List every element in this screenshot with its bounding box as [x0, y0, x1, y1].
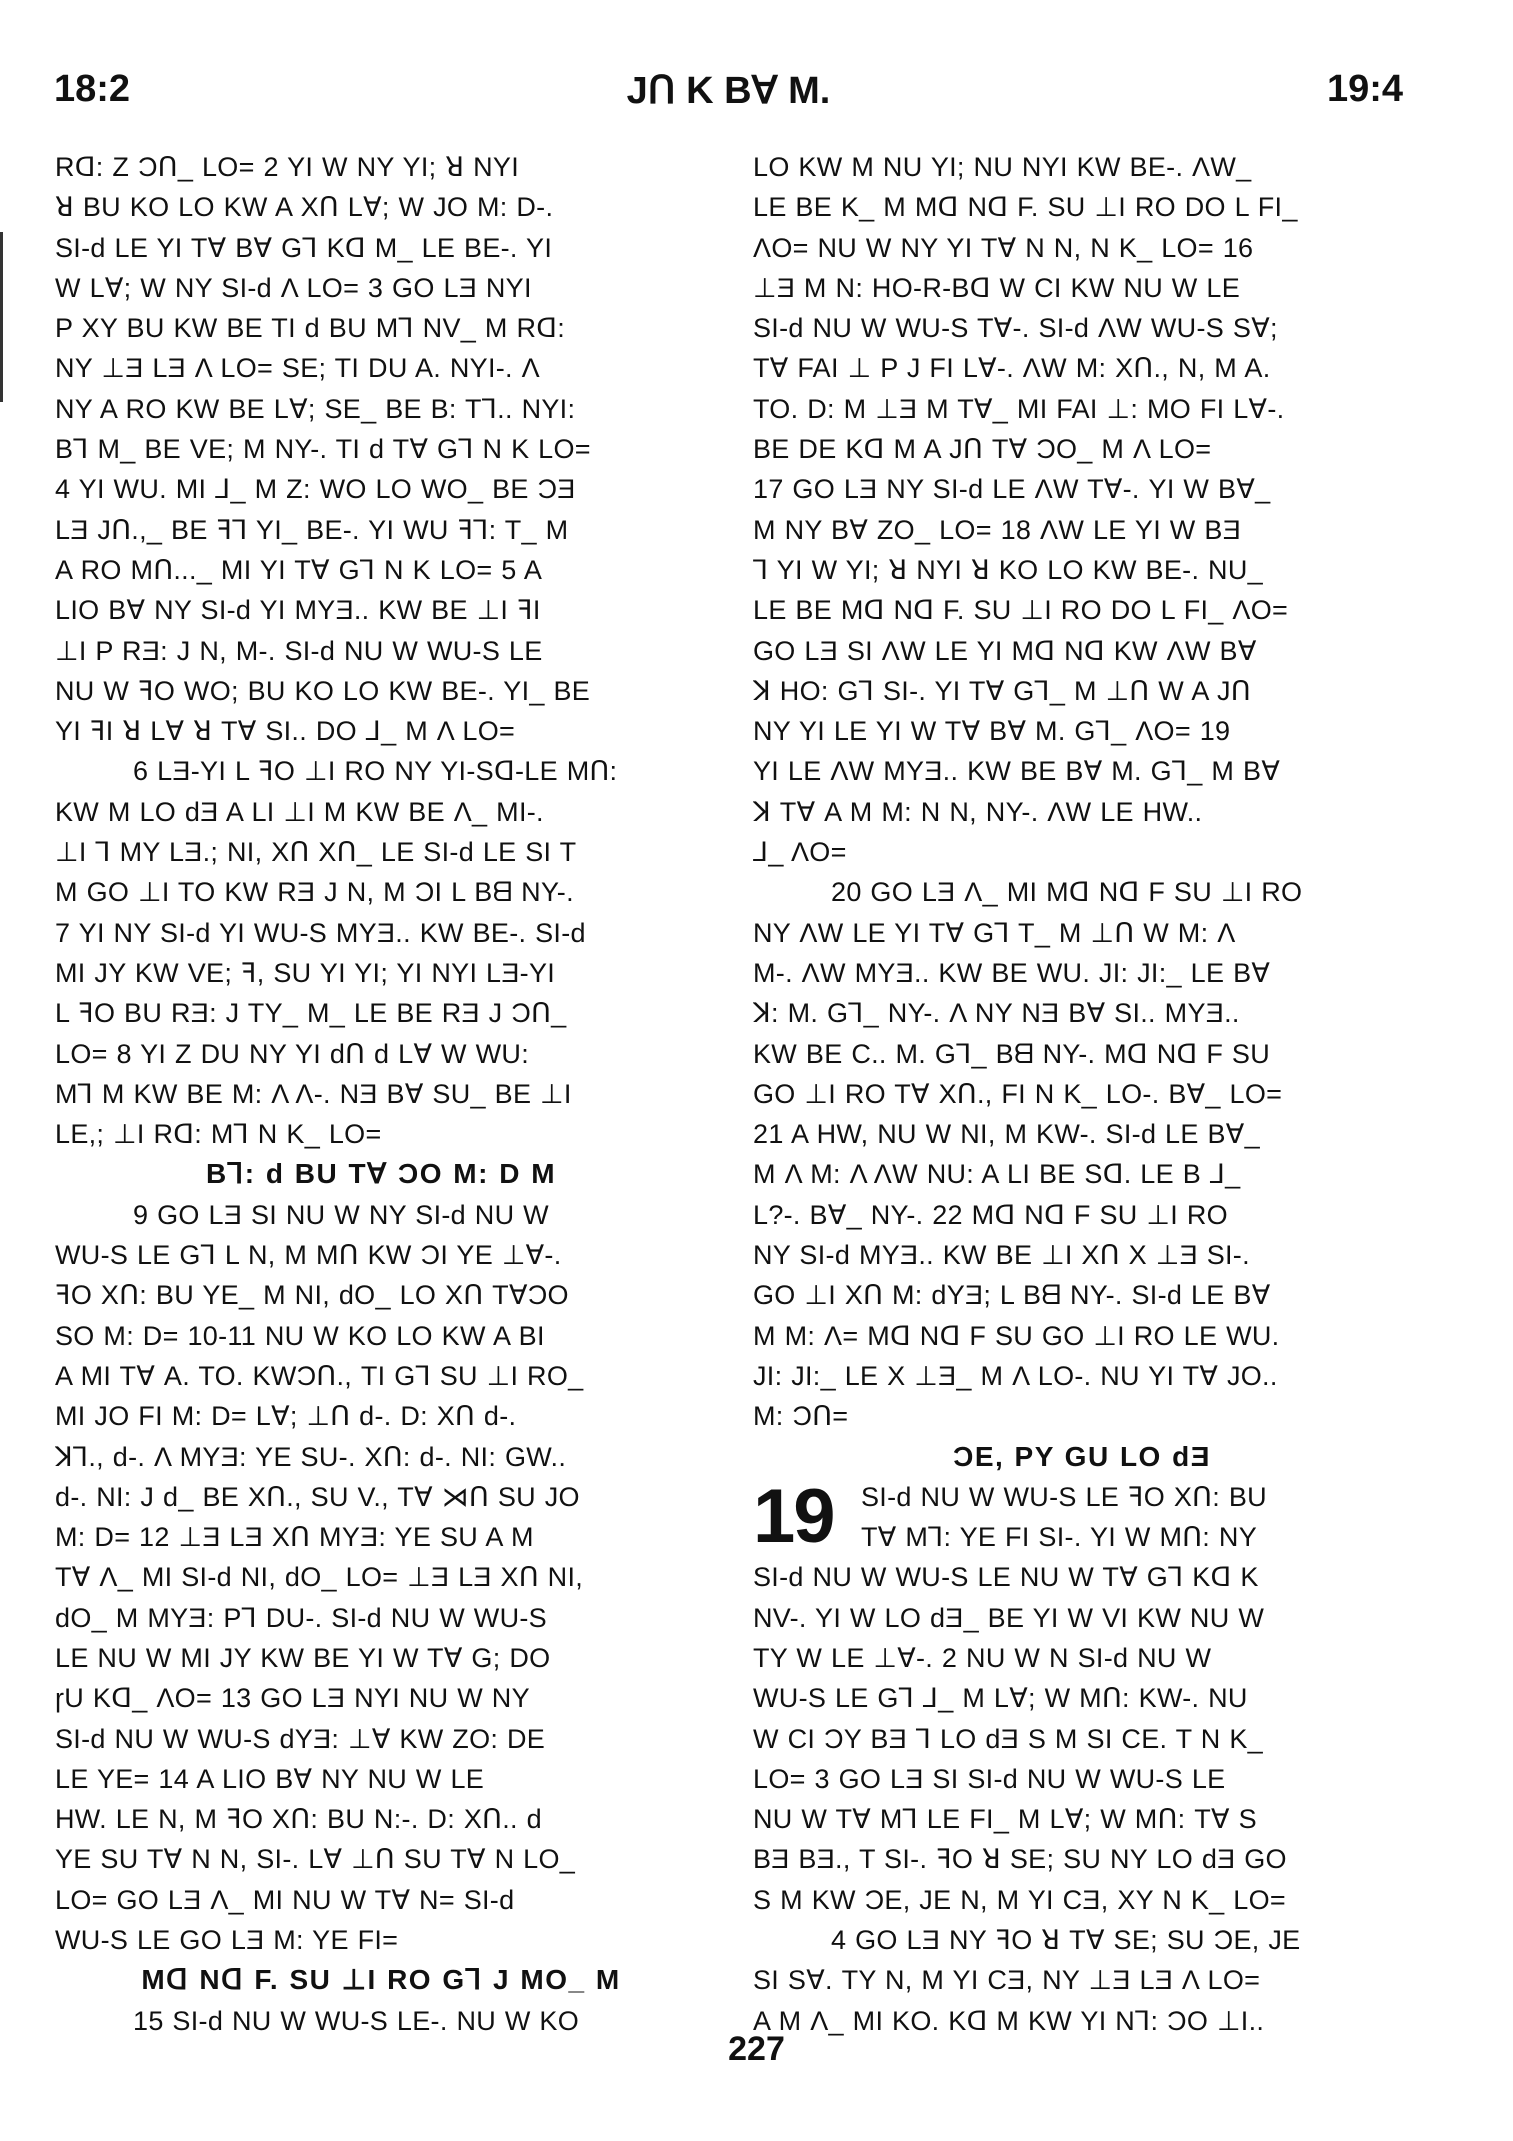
text-line: SO M: D= 10-11 NU W KO LO KW A BI: [55, 1320, 545, 1351]
text-line: S M KW ƆE, JE N, M YI CƎ, XY N K_ LO=: [753, 1884, 1286, 1915]
left-column: [55, 147, 707, 2041]
text-line: ⊥I ⅂ MY LƎ.; NI, XՈ XՈ_ LE SI-d LE SI T: [55, 837, 577, 868]
text-line: GO LƎ SI ΛW LE YI Mᗡ Nᗡ KW ΛW Bꓯ: [753, 635, 1257, 666]
text-line: LE BE K_ M Mᗡ Nᗡ F. SU ⊥I RO DO L FI_: [753, 192, 1298, 223]
text-line: GO ⊥I RO Tꓯ XՈ., FI N K_ LO-. Bꓯ_ LO=: [753, 1078, 1283, 1109]
text-line: SI-d NU W WU-S LE NU W Tꓯ G⅂ Kᗡ K: [753, 1562, 1259, 1593]
text-line: NV-. YI W LO dƎ_ BE YI W VI KW NU W: [753, 1602, 1265, 1633]
text-line: BE DE Kᗡ M A JՈ Tꓯ ƆO_ M Λ LO=: [753, 434, 1212, 465]
text-line: GO ⊥I XՈ M: dYƎ; L Bᗺ NY-. SI-d LE Bꓯ: [753, 1280, 1271, 1311]
text-line: ꟻO XՈ: BU YE_ M NI, dO_ LO XՈ TꓯƆO: [55, 1280, 569, 1311]
header-left-reference: 18:2: [54, 68, 131, 110]
text-line: LO KW M NU YI; NU NYI KW BE-. ΛW_: [753, 152, 1252, 182]
text-line: YE SU Tꓯ N N, SI-. Lꓯ ⊥Ո SU Tꓯ N LO_: [55, 1844, 576, 1875]
text-line: M NY Bꓯ ZO_ LO= 18 ΛW LE YI W BƎ: [753, 514, 1241, 545]
text-line: ƆE, PY GU LO dƎ: [953, 1440, 1211, 1472]
text-line: Rᗡ: Z ƆՈ_ LO= 2 YI W NY YI; ꓤ NYI: [55, 152, 520, 182]
text-line: SI-d LE YI Tꓯ Bꓯ G⅂ Kᗡ M_ LE BE-. YI: [55, 232, 553, 263]
text-line: YI ꟻI ꓤ Lꓯ ꓤ Tꓯ SI.. DO ⅃_ M Λ LO=: [55, 716, 516, 747]
text-line: LE,; ⊥I Rᗡ: M⅂ N K_ LO=: [55, 1119, 382, 1150]
text-line: YI LE ΛW MYƎ.. KW BE Bꓯ M. G⅂_ M Bꓯ: [753, 756, 1281, 787]
text-line: 21 A HW, NU W NI, M KW-. SI-d LE Bꓯ_: [753, 1119, 1260, 1150]
text-line: 9 GO LƎ SI NU W NY SI-d NU W: [133, 1199, 549, 1230]
text-line: 4 YI WU. MI ⅃_ M Z: WO LO WO_ BE ƆƎ: [55, 474, 576, 505]
text-line: 4 GO LƎ NY ꟻO ꓤ Tꓯ SE; SU ƆE, JE: [831, 1925, 1301, 1956]
right-column: [753, 147, 1411, 2041]
text-line: NY A RO KW BE Lꓯ; SE_ BE B: T⅂.. NYI:: [55, 393, 576, 424]
text-line: LƎ JՈ.,_ BE ꟻ⅂ YI_ BE-. YI WU ꟻ⅂: T_ M: [55, 514, 569, 545]
text-line: M-. ΛW MYƎ.. KW BE WU. JI: JI:_ LE Bꓯ: [753, 957, 1271, 988]
text-line: ⊥I P RƎ: J N, M-. SI-d NU W WU-S LE: [55, 635, 543, 666]
text-line: A RO MՈ..._ MI YI Tꓯ G⅂ N K LO= 5 A: [55, 554, 543, 585]
text-line: WU-S LE GO LƎ M: YE FI=: [55, 1925, 399, 1956]
text-line: LO= 8 YI Z DU NY YI dՈ d Lꓯ W WU:: [55, 1038, 530, 1069]
text-line: ꓘ: M. G⅂_ NY-. Λ NY NƎ Bꓯ SI.. MYƎ..: [753, 998, 1240, 1029]
text-line: M Λ M: Λ ΛW NU: A LI BE Sᗡ. LE B ⅃_: [753, 1159, 1241, 1190]
text-line: 17 GO LƎ NY SI-d LE ΛW Tꓯ-. YI W Bꓯ_: [753, 474, 1271, 505]
text-line: NY SI-d MYƎ.. KW BE ⊥I XՈ X ⊥Ǝ SI-.: [753, 1240, 1250, 1271]
text-line: ⅂ YI W YI; ꓤ NYI ꓤ KO LO KW BE-. NU_: [753, 554, 1263, 585]
text-line: LO= GO LƎ Λ_ MI NU W Tꓯ N= SI-d: [55, 1884, 515, 1915]
text-line: ꓤ BU KO LO KW A XՈ Lꓯ; W JO M: D-.: [55, 192, 554, 223]
text-line: Mᗡ Nᗡ F. SU ⊥I RO G⅂ J MO_ M: [141, 1964, 621, 1996]
header-book-title: JՈ K Bꓯ M.: [626, 70, 831, 112]
text-line: ⅃_ ΛO=: [753, 837, 847, 868]
text-line: 7 YI NY SI-d YI WU-S MYƎ.. KW BE-. SI-d: [55, 917, 586, 948]
chapter-start: [753, 1473, 1411, 1559]
text-line: MI JY KW VE; ꟻ, SU YI YI; YI NYI LƎ-YI: [55, 957, 556, 988]
text-line: LE YE= 14 A LIO Bꓯ NY NU W LE: [55, 1763, 485, 1794]
running-header: [54, 68, 1403, 118]
text-line: 6 LƎ-YI L ꟻO ⊥I RO NY YI-Sᗡ-LE MՈ:: [133, 756, 618, 787]
text-line: KW BE C.. M. G⅂_ Bᗺ NY-. Mᗡ Nᗡ F SU: [753, 1038, 1271, 1069]
text-line: WU-S LE G⅂ ⅃_ M Lꓯ; W MՈ: KW-. NU: [753, 1683, 1248, 1714]
text-line: M⅂ M KW BE M: Λ Λ-. NƎ Bꓯ SU_ BE ⊥I: [55, 1078, 572, 1109]
text-line: JI: JI:_ LE X ⊥Ǝ_ M Λ LO-. NU YI Tꓯ JO..: [753, 1360, 1278, 1391]
text-line: Tꓯ FAI ⊥ P J FI Lꓯ-. ΛW M: XՈ., N, M A.: [753, 353, 1271, 384]
text-line: ꓘ HO: G⅂ SI-. YI Tꓯ G⅂_ M ⊥Ո W A JՈ: [753, 675, 1251, 706]
text-line: M: ƆՈ=: [753, 1401, 849, 1432]
text-line: 15 SI-d NU W WU-S LE-. NU W KO: [133, 2005, 580, 2036]
text-line: KW M LO dƎ A LI ⊥I M KW BE Λ_ MI-.: [55, 796, 544, 827]
text-line: L ꟻO BU RƎ: J TY_ M_ LE BE RƎ J ƆՈ_: [55, 998, 567, 1029]
text-line: M: D= 12 ⊥Ǝ LƎ XՈ MYƎ: YE SU A M: [55, 1522, 534, 1553]
text-line: SI Sꓯ. TY N, M YI CƎ, NY ⊥Ǝ LƎ Λ LO=: [753, 1965, 1261, 1996]
text-line: W Lꓯ; W NY SI-d Λ LO= 3 GO LƎ NYI: [55, 272, 532, 303]
text-line: ⊥Ǝ M N: HO-R-Bᗡ W CI KW NU W LE: [753, 272, 1241, 303]
page-number: 227: [728, 2030, 785, 2068]
text-line: TY W LE ⊥ꓯ-. 2 NU W N SI-d NU W: [753, 1642, 1212, 1673]
text-line: NU W ꟻO WO; BU KO LO KW BE-. YI_ BE: [55, 675, 591, 706]
text-line: NY YI LE YI W Tꓯ Bꓯ M. G⅂_ ΛO= 19: [753, 716, 1231, 747]
text-line: SI-d NU W WU-S Tꓯ-. SI-d ΛW WU-S Sꓯ;: [753, 313, 1278, 344]
text-line: WU-S LE G⅂ L N, M MՈ KW ƆI YE ⊥ꓯ-.: [55, 1240, 562, 1271]
text-line: LIO Bꓯ NY SI-d YI MYƎ.. KW BE ⊥I ꟻI: [55, 595, 541, 626]
text-line: dO_ M MYƎ: P⅂ DU-. SI-d NU W WU-S: [55, 1602, 547, 1633]
text-line: TO. D: M ⊥Ǝ M Tꓯ_ MI FAI ⊥: MO FI Lꓯ-.: [753, 393, 1285, 424]
chapter-number: 19: [753, 1473, 834, 1559]
text-line: L?-. Bꓯ_ NY-. 22 Mᗡ Nᗡ F SU ⊥I RO: [753, 1199, 1228, 1230]
text-line: B⅂: d BU Tꓯ ƆO M: D M: [205, 1158, 557, 1190]
text-line: LE BE Mᗡ Nᗡ F. SU ⊥I RO DO L FI_ ΛO=: [753, 595, 1289, 626]
text-line: ɼU Kᗡ_ ΛO= 13 GO LƎ NYI NU W NY: [55, 1683, 530, 1714]
margin-rule: [0, 232, 3, 402]
text-line: SI-d NU W WU-S LE ꟻO XՈ: BU: [861, 1481, 1267, 1512]
text-line: W CI ƆY BƎ ⅂ LO dƎ S M SI CE. T N K_: [753, 1723, 1263, 1754]
text-line: P XY BU KW BE TI d BU M⅂ NV_ M Rᗡ:: [55, 313, 566, 344]
text-line: ꓘ Tꓯ A M M: N N, NY-. ΛW LE HW..: [753, 796, 1203, 827]
text-line: M M: Λ= Mᗡ Nᗡ F SU GO ⊥I RO LE WU.: [753, 1320, 1280, 1351]
text-line: LO= 3 GO LƎ SI SI-d NU W WU-S LE: [753, 1763, 1226, 1794]
text-line: 20 GO LƎ Λ_ MI Mᗡ Nᗡ F SU ⊥I RO: [831, 877, 1303, 908]
text-line: ꓘ⅂., d-. Λ MYƎ: YE SU-. XՈ: d-. NI: GW..: [55, 1441, 567, 1472]
text-line: B⅂ M_ BE VE; M NY-. TI d Tꓯ G⅂ N K LO=: [55, 434, 591, 465]
text-line: BƎ BƎ., T SI-. ꟻO ꓤ SE; SU NY LO dƎ GO: [753, 1844, 1287, 1875]
text-line: NY ⊥Ǝ LƎ Λ LO= SE; TI DU A. NYI-. Λ: [55, 353, 540, 384]
text-line: HW. LE N, M ꟻO XՈ: BU N:-. D: XՈ.. d: [55, 1804, 542, 1835]
header-right-reference: 19:4: [1326, 68, 1403, 110]
text-line: d-. NI: J d_ BE XՈ., SU V., Tꓯ ⋊Ո SU JO: [55, 1481, 580, 1512]
text-line: NY ΛW LE YI Tꓯ G⅂ T_ M ⊥Ո W M: Λ: [753, 917, 1236, 948]
text-line: Tꓯ M⅂: YE FI SI-. YI W MՈ: NY: [861, 1522, 1258, 1553]
text-line: LE NU W MI JY KW BE YI W Tꓯ G; DO: [55, 1642, 551, 1673]
text-line: MI JO FI M: D= Lꓯ; ⊥Ո d-. D: XՈ d-.: [55, 1401, 517, 1432]
text-line: SI-d NU W WU-S dYƎ: ⊥ꓯ KW ZO: DE: [55, 1723, 546, 1754]
text-line: Tꓯ Λ_ MI SI-d NI, dO_ LO= ⊥Ǝ LƎ XՈ NI,: [55, 1562, 584, 1593]
text-line: M GO ⊥I TO KW RƎ J N, M ƆI L Bᗺ NY-.: [55, 877, 574, 908]
text-line: ΛO= NU W NY YI Tꓯ N N, N K_ LO= 16: [753, 232, 1254, 263]
text-line: NU W Tꓯ M⅂ LE FI_ M Lꓯ; W MՈ: Tꓯ S: [753, 1804, 1257, 1835]
text-line: A MI Tꓯ A. TO. KWƆՈ., TI G⅂ SU ⊥I RO_: [55, 1360, 584, 1391]
text-line: A M Λ_ MI KO. Kᗡ M KW YI N⅂: ƆO ⊥I..: [753, 2005, 1265, 2036]
